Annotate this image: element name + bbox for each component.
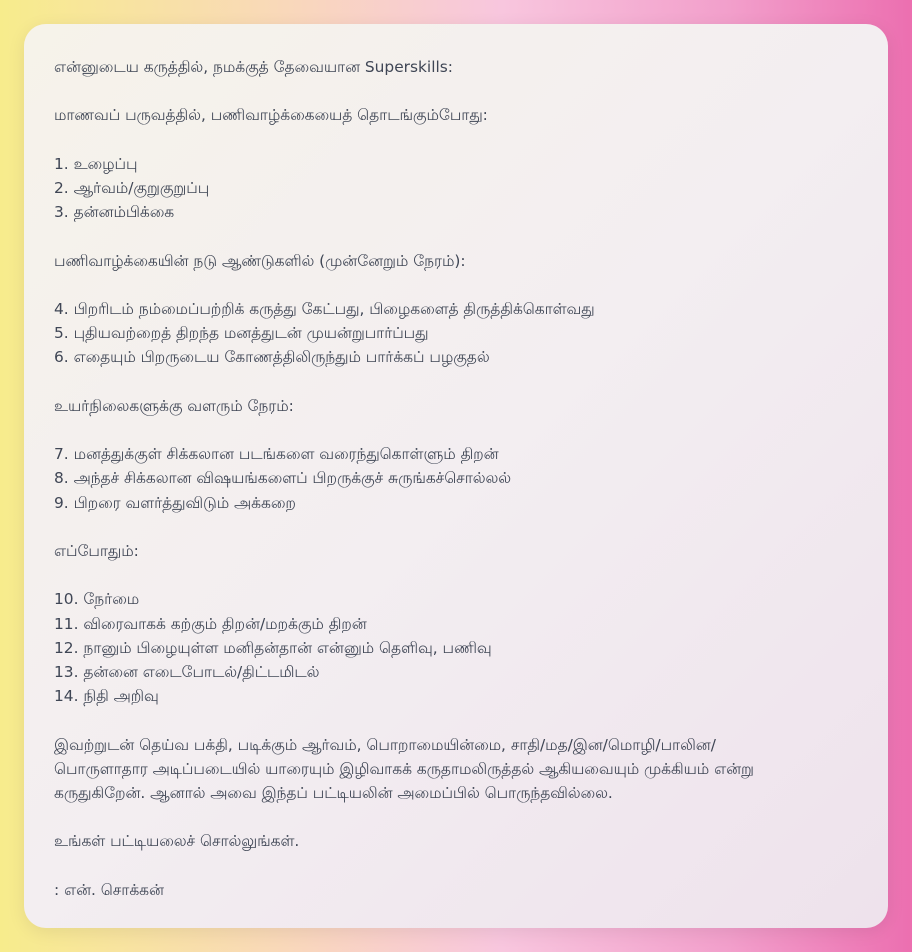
list-item: 2. ஆர்வம்/குறுகுறுப்பு — [54, 178, 210, 197]
closing-paragraph-line: கருதுகிறேன். ஆனால் அவை இந்தப் பட்டியலின் அமைப்பில் பொருந்தவில்லை. — [54, 783, 613, 802]
list-item: 3. தன்னம்பிக்கை — [54, 203, 175, 222]
list-item: 6. எதையும் பிறருடைய கோணத்திலிருந்தும் பார்க்கப் பழகுதல் — [54, 348, 490, 367]
list-item: 7. மனத்துக்குள் சிக்கலான படங்களை வரைந்துகொள்ளும் திறன் — [54, 445, 499, 464]
section-heading: பணிவாழ்க்கையின் நடு ஆண்டுகளில் (முன்னேறும் நேரம்): — [54, 251, 466, 270]
list-item: 14. நிதி அறிவு — [54, 687, 159, 706]
spacer — [54, 563, 858, 587]
post-card — [24, 24, 888, 928]
list-item: 11. விரைவாகக் கற்கும் திறன்/மறக்கும் திறன் — [54, 614, 367, 633]
list-item: 8. அந்தச் சிக்கலான விஷயங்களைப் பிறருக்குச் சுருங்கச்சொல்லல் — [54, 469, 512, 488]
spacer — [54, 273, 858, 297]
section-heading: மாணவப் பருவத்தில், பணிவாழ்க்கையைத் தொடங்கும்போது: — [54, 106, 488, 125]
list-item: 13. தன்னை எடைபோடல்/திட்டமிடல் — [54, 662, 320, 681]
spacer — [54, 79, 858, 103]
list-item: 9. பிறரை வளர்த்துவிடும் அக்கறை — [54, 493, 296, 512]
list-item: 1. உழைப்பு — [54, 154, 138, 173]
list-item: 12. நானும் பிழையுள்ள மனிதன்தான் என்னும் தெளிவு, பணிவு — [54, 638, 492, 657]
post-intro: என்னுடைய கருத்தில், நமக்குத் தேவையான Superskills: — [54, 58, 453, 76]
list-item: 4. பிறரிடம் நம்மைப்பற்றிக் கருத்து கேட்பது, பிழைகளைத் திருத்திக்கொள்வது — [54, 299, 595, 318]
spacer — [54, 854, 858, 878]
section-heading: எப்போதும்: — [54, 541, 139, 560]
author-signature: : என். சொக்கன் — [54, 880, 164, 899]
spacer — [54, 370, 858, 394]
section-heading: உயர்நிலைகளுக்கு வளரும் நேரம்: — [54, 396, 294, 415]
call-to-action: உங்கள் பட்டியலைச் சொல்லுங்கள். — [54, 832, 300, 851]
spacer — [54, 224, 858, 248]
list-item: 10. நேர்மை — [54, 590, 140, 609]
spacer — [54, 515, 858, 539]
spacer — [54, 708, 858, 732]
spacer — [54, 128, 858, 152]
spacer — [54, 805, 858, 829]
closing-paragraph-line: பொருளாதார அடிப்படையில் யாரையும் இழிவாகக் கருதாமலிருத்தல் ஆகியவையும் முக்கியம் என்று — [54, 759, 754, 778]
list-item: 5. புதியவற்றைத் திறந்த மனத்துடன் முயன்றுபார்ப்பது — [54, 324, 429, 343]
spacer — [54, 418, 858, 442]
closing-paragraph-line: இவற்றுடன் தெய்வ பக்தி, படிக்கும் ஆர்வம், பொறாமையின்மை, சாதி/மத/இன/மொழி/பாலின/ — [54, 735, 716, 754]
